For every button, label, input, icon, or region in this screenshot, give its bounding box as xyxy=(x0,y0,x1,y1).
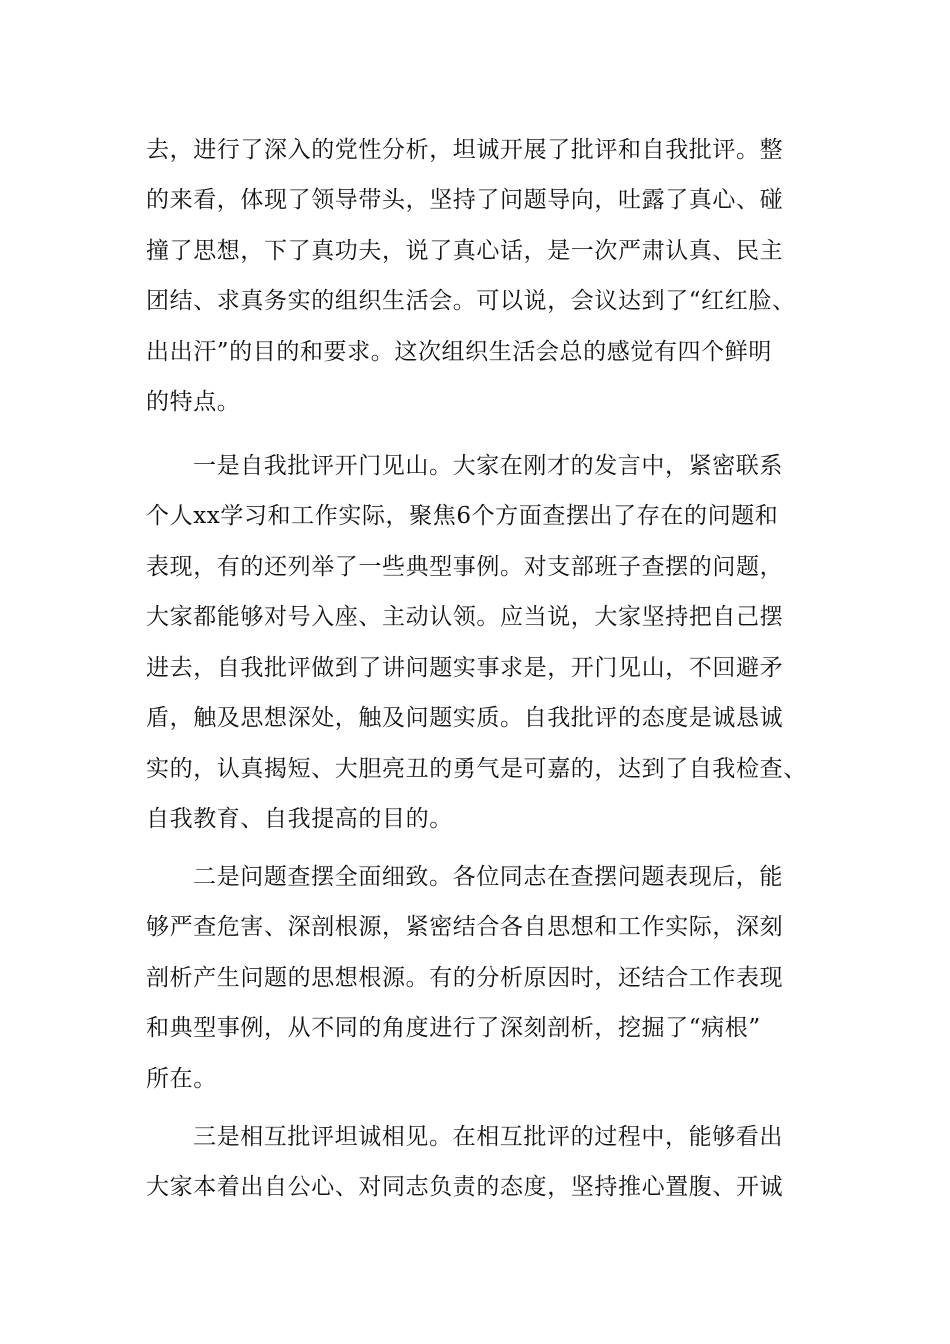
text-line: 的来看，体现了领导带头，坚持了问题导向，吐露了真心、碰 xyxy=(146,187,784,213)
text-line: 大家本着出自公心、对同志负责的态度，坚持推心置腹、开诚 xyxy=(146,1174,784,1200)
text-line: 撞了思想，下了真功夫，说了真心话，是一次严肃认真、民主 xyxy=(146,238,784,264)
text-line: 团结、求真务实的组织生活会。可以说，会议达到了“红红脸、 xyxy=(146,288,796,314)
text-line: 出出汗”的目的和要求。这次组织生活会总的感觉有四个鲜明 xyxy=(146,339,772,365)
paragraph-start-line: 二是问题查摆全面细致。各位同志在查摆问题表现后，能 xyxy=(193,864,783,890)
text-line: 剖析产生问题的思想根源。有的分析原因时，还结合工作表现 xyxy=(146,965,784,991)
text-line: 进去，自我批评做到了讲问题实事求是，开门见山，不回避矛 xyxy=(146,655,784,681)
text-line: 个人xx学习和工作实际，聚焦6个方面查摆出了存在的问题和 xyxy=(146,503,779,529)
text-line: 的特点。 xyxy=(146,389,241,415)
text-line: 和典型事例，从不同的角度进行了深刻剖析，挖掘了“病根” xyxy=(146,1015,761,1041)
text-line: 表现，有的还列举了一些典型事例。对支部班子查摆的问题， xyxy=(146,554,784,580)
text-line: 去，进行了深入的党性分析，坦诚开展了批评和自我批评。整 xyxy=(146,137,784,163)
text-line: 实的，认真揭短、大胆亮丑的勇气是可嘉的，达到了自我检查、 xyxy=(146,756,807,782)
paragraph-start-line: 三是相互批评坦诚相见。在相互批评的过程中，能够看出 xyxy=(193,1124,783,1150)
paragraph-start-line: 一是自我批评开门见山。大家在刚才的发言中，紧密联系 xyxy=(193,453,783,479)
text-line: 大家都能够对号入座、主动认领。应当说，大家坚持把自己摆 xyxy=(146,604,784,630)
text-line: 够严查危害、深剖根源，紧密结合各自思想和工作实际，深刻 xyxy=(146,914,784,940)
text-line: 所在。 xyxy=(146,1066,217,1092)
text-line: 自我教育、自我提高的目的。 xyxy=(146,806,453,832)
text-line: 盾，触及思想深处，触及问题实质。自我批评的态度是诚恳诚 xyxy=(146,705,784,731)
